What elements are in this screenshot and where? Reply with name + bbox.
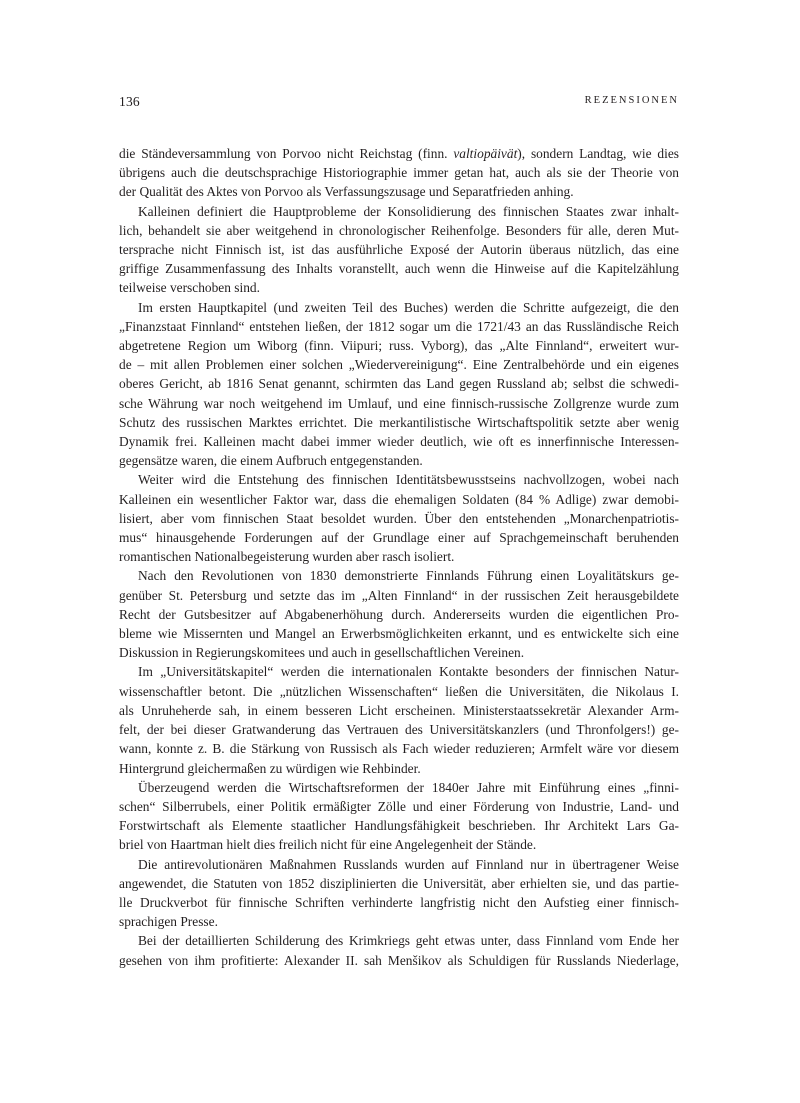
text-line: genüber St. Petersburg und setzte das im „Alten Finnland“ in der russischen Zeit herausgebildete bbox=[119, 587, 679, 603]
text-line: Die antirevolutionären Maßnahmen Russlands wurden auf Finnland nur in übertragener Weise bbox=[138, 856, 679, 872]
text-line: griffige Zusammenfassung des Inhalts voranstellt, auch wenn die Hinweise auf die Kapitelzählung bbox=[119, 261, 679, 277]
paragraph bbox=[119, 855, 679, 932]
text-line: sche Währung war noch weitgehend im Umlauf, und eine finnisch-russische Zollgrenze wurde zum bbox=[119, 395, 679, 411]
text-line: mus“ hinausgehende Forderungen auf der Grundlage einer auf Sprachgemeinschaft beruhenden bbox=[119, 530, 679, 546]
text-line: de – mit allen Problemen einer solchen „Wiedervereinigung“. Eine Zentralbehörde und ein eigenes bbox=[119, 357, 679, 373]
page-number: 136 bbox=[119, 94, 140, 109]
paragraph bbox=[119, 144, 679, 202]
page-header bbox=[119, 94, 679, 114]
text-line: Nach den Revolutionen von 1830 demonstrierte Finnlands Führung einen Loyalitätskurs ge- bbox=[138, 568, 679, 584]
text-line: tersprache nicht Finnisch ist, ist das ausführliche Exposé der Autorin überaus nützlich, das eine bbox=[119, 242, 679, 258]
paragraph bbox=[119, 470, 679, 566]
text-line: romantischen Nationalbegeisterung wurden aber rasch isoliert. bbox=[119, 549, 455, 565]
paragraph bbox=[119, 778, 679, 855]
text-line: lisiert, aber vom finnischen Staat besoldet wurden. Über den entstehenden „Monarchenpatriotis- bbox=[119, 510, 679, 526]
paragraph bbox=[119, 298, 679, 471]
text-line: Weiter wird die Entstehung des finnischen Identitätsbewusstseins nachvollzogen, wobei nach bbox=[138, 472, 679, 488]
text-line: angewendet, die Statuten von 1852 disziplinierten die Universität, aber erhielten sie, und das partie- bbox=[119, 875, 679, 891]
text-line: briel von Haartman hielt dies freilich nicht für eine Angelegenheit der Stände. bbox=[119, 837, 537, 853]
paragraph bbox=[119, 662, 679, 777]
text-line: Recht der Gutsbesitzer auf Abgabenerhöhung durch. Andererseits wurden die eigentlichen Pro- bbox=[119, 606, 679, 622]
text-line: Im ersten Hauptkapitel (und zweiten Teil des Buches) werden die Schritte aufgezeigt, die den bbox=[138, 299, 679, 315]
article-body bbox=[119, 144, 679, 970]
text-line: als Unruheherde sah, in einem besseren Licht erscheinen. Ministerstaatssekretär Alexander Arm- bbox=[119, 702, 679, 718]
text-line: Schutz des russischen Marktes errichtet. Die merkantilistische Wirtschaftspolitik setzte aber wenig bbox=[119, 414, 679, 430]
text-line: abgetretene Region um Wiborg (finn. Viipuri; russ. Vyborg), das „Alte Finnland“, erweitert wur- bbox=[119, 338, 679, 354]
running-head: REZENSIONEN bbox=[584, 95, 679, 106]
text-line: Im „Universitätskapitel“ werden die internationalen Kontakte besonders der finnischen Natur- bbox=[138, 664, 679, 680]
text-line: übrigens auch die deutschsprachige Historiographie immer getan hat, auch als sie der Theorie von bbox=[119, 165, 679, 181]
text-line: wann, konnte z. B. die Stärkung von Russisch als Fach wieder reduzieren; Armfelt wäre vor diesem bbox=[119, 741, 679, 757]
text-line: teilweise verschoben sind. bbox=[119, 280, 260, 296]
text-line: sprachigen Presse. bbox=[119, 914, 218, 930]
text-line: Forstwirtschaft als Elemente staatlicher Handlungsfähigkeit beschrieben. Ihr Architekt Lars Ga- bbox=[119, 818, 679, 834]
text-line: oberes Gericht, ab 1816 Senat genannt, schirmten das Land gegen Russland ab; selbst die schwedi- bbox=[119, 376, 679, 392]
text-line: gegensätze waren, die einem Aufbruch entgegenstanden. bbox=[119, 453, 423, 469]
text-line: Diskussion in Regierungskomitees und auch in gesellschaftlichen Vereinen. bbox=[119, 645, 525, 661]
text-line: bleme wie Missernten und Mangel an Erwerbsmöglichkeiten erkannt, und es entwickelte sich eine bbox=[119, 626, 679, 642]
text-line: Hintergrund gleichermaßen zu würdigen wie Rehbinder. bbox=[119, 760, 421, 776]
text-line: schen“ Silberrubels, einer Politik ermäßigter Zölle und einer Förderung von Industrie, Land- und bbox=[119, 798, 679, 814]
text-line: lich, behandelt sie aber weitgehend in chronologischer Reihenfolge. Besonders für alle, deren Mut- bbox=[119, 222, 679, 238]
text-line: gesehen von ihm profitierte: Alexander II. sah Menšikov als Schuldigen für Russlands Niederlage, bbox=[119, 952, 679, 968]
paragraph bbox=[119, 566, 679, 662]
paragraph bbox=[119, 202, 679, 298]
text-line: „Finanzstaat Finnland“ entstehen ließen, der 1812 sogar um die 1721/43 an das Russländische Reich bbox=[119, 318, 679, 334]
paragraph bbox=[119, 931, 679, 969]
text-line: wissenschaftler betont. Die „nützlichen Wissenschaften“ ließen die Universitäten, die Nikolaus I. bbox=[119, 683, 679, 699]
text-line: Bei der detaillierten Schilderung des Krimkriegs geht etwas unter, dass Finnland vom Ende her bbox=[138, 933, 679, 949]
text-line: Kalleinen ein wesentlicher Faktor war, dass die ehemaligen Soldaten (84 % Adlige) zwar demobi- bbox=[119, 491, 679, 507]
text-line: der Qualität des Aktes von Porvoo als Verfassungszusage und Separatfrieden anhing. bbox=[119, 184, 574, 200]
text-line: die Ständeversammlung von Porvoo nicht Reichstag (finn. valtiopäivät), sondern Landtag, wie dies bbox=[119, 146, 679, 161]
italic-term: valtiopäivät bbox=[453, 146, 518, 161]
text-line: felt, der bei dieser Gratwanderung das Vertrauen des Universitätskanzlers (und Thronfolgers!) ge- bbox=[119, 722, 679, 738]
text-line: lle Druckverbot für finnische Schriften verhinderte langfristig nicht den Aufstieg einer finnisch- bbox=[119, 894, 679, 910]
text-line: Überzeugend werden die Wirtschaftsreformen der 1840er Jahre mit Einführung eines „finni- bbox=[138, 779, 679, 795]
text-line: Dynamik frei. Kalleinen macht dabei immer wieder deutlich, wie oft es innerfinnische Interessen- bbox=[119, 434, 679, 450]
text-line: Kalleinen definiert die Hauptprobleme der Konsolidierung des finnischen Staates zwar inhalt- bbox=[138, 203, 679, 219]
